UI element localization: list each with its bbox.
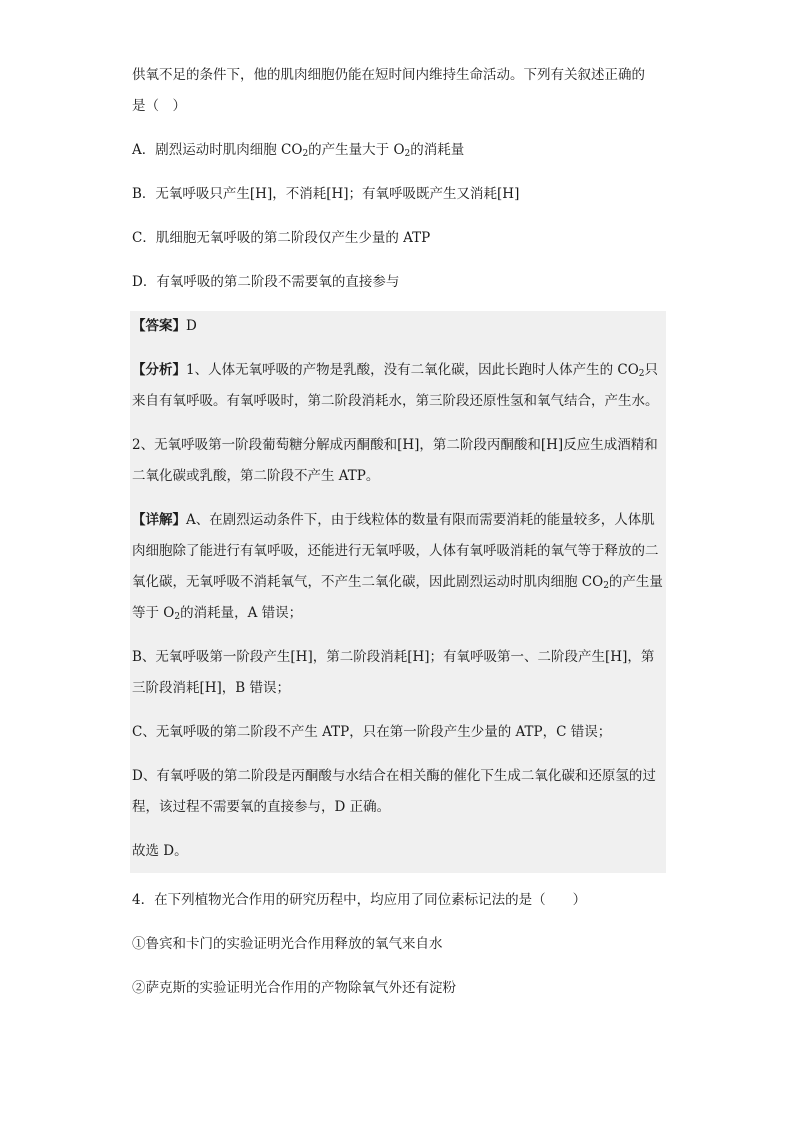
question4-item-1: ①鲁宾和卡门的实验证明光合作用释放的氧气来自水 xyxy=(132,936,443,952)
option-d: D．有氧呼吸的第二阶段不需要氧的直接参与 xyxy=(132,274,400,290)
question4-item-2: ②萨克斯的实验证明光合作用的产物除氧气外还有淀粉 xyxy=(132,980,456,996)
analysis-tag: 【分析】 xyxy=(132,362,186,378)
answer-tag: 【答案】 xyxy=(132,318,186,334)
option-a: A．剧烈运动时肌肉细胞 $CO_2$的产生量大于 $O_2$的消耗量 xyxy=(132,142,465,159)
detail-d: D、有氧呼吸的第二阶段是丙酮酸与水结合在相关酶的催化下生成二氧化碳和还原氢的过程，该过程不需要氧的直接参与，D 正确。 xyxy=(132,768,656,815)
option-b: B．无氧呼吸只产生[H]，不消耗[H]；有氧呼吸既产生又消耗[H] xyxy=(132,186,520,202)
answer-value: D xyxy=(186,318,197,334)
detail-tag: 【详解】 xyxy=(132,512,186,528)
detail-a: 【详解】A、在剧烈运动条件下，由于线粒体的数量有限而需要消耗的能量较多，人体肌肉细胞除了能进行有氧呼吸，还能进行无氧呼吸，人体有氧呼吸消耗的氧气等于释放的二氧化碳，无氧呼吸不消耗氧气，不产生二氧化碳，因此剧烈运动时肌肉细胞 $CO_2$的产生量等于 $O_2$的消耗量，A 错误； xyxy=(132,512,663,622)
answer-line xyxy=(132,311,664,355)
stem-line2: 是（ ） xyxy=(132,98,186,114)
detail-b: B、无氧呼吸第一阶段产生[H]，第二阶段消耗[H]；有氧呼吸第一、二阶段产生[H]，第三阶段消耗[H]，B 错误； xyxy=(132,649,655,696)
analysis-para-2: 2、无氧呼吸第一阶段葡萄糖分解成丙酮酸和[H]，第二阶段丙酮酸和[H]反应生成酒精和二氧化碳或乳酸，第二阶段不产生 ATP。 xyxy=(132,437,658,484)
question3-stem xyxy=(132,60,664,122)
stem-line1: 供氧不足的条件下，他的肌肉细胞仍能在短时间内维持生命活动。下列有关叙述正确的 xyxy=(132,67,645,83)
detail-c: C、无氧呼吸的第二阶段不产生 ATP，只在第一阶段产生少量的 ATP，C 错误； xyxy=(132,724,612,740)
question4-stem: 4．在下列植物光合作用的研究历程中，均应用了同位素标记法的是（ ） xyxy=(132,892,587,908)
option-c: C．肌细胞无氧呼吸的第二阶段仅产生少量的 ATP xyxy=(132,230,431,246)
document-page xyxy=(132,60,664,1017)
analysis-para-1: 【分析】1、人体无氧呼吸的产物是乳酸，没有二氧化碳，因此长跑时人体产生的 $CO_2$只来自有氧呼吸。有氧呼吸时，第二阶段消耗水，第三阶段还原性氢和氧气结合，产生水。 xyxy=(132,362,659,409)
answer-analysis-block xyxy=(130,311,666,873)
conclusion: 故选 D。 xyxy=(132,843,188,859)
